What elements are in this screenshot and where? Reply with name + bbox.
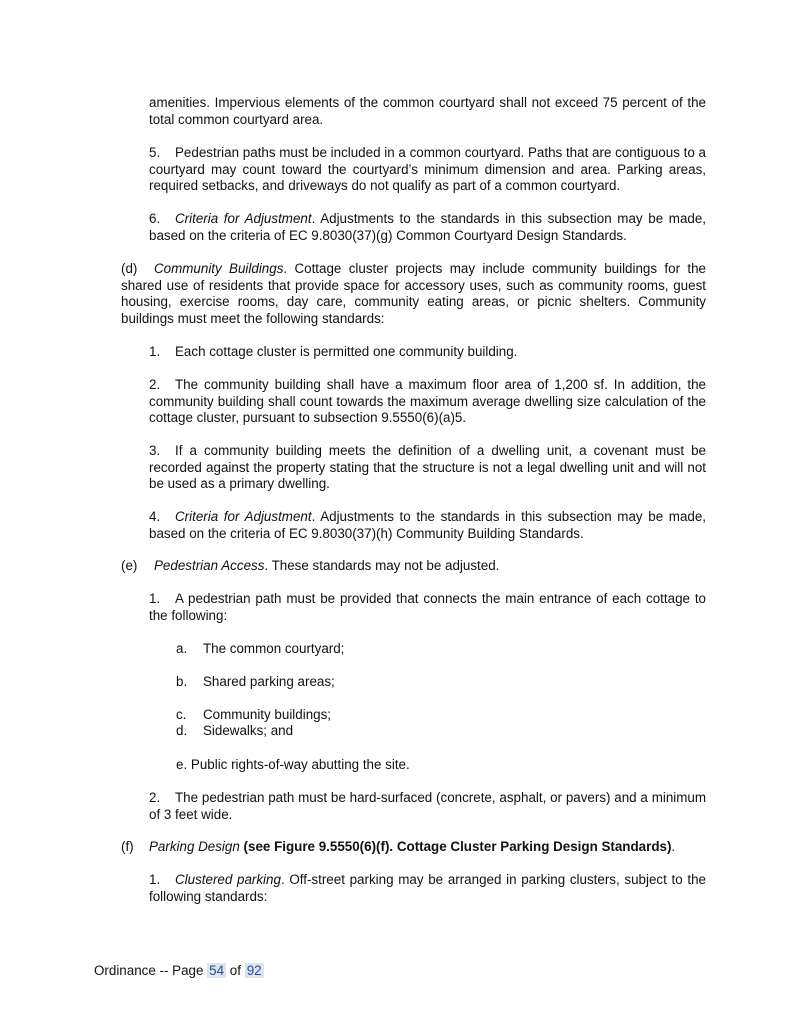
- courtyard-item-6: 6. Criteria for Adjustment. Adjustments to the standards in this subsection may be made, based on the criteria of EC 9.8030(37)(g) Common Courtyard Design Standards.: [149, 211, 707, 243]
- pedestrian-item-1: 1. A pedestrian path must be provided that connects the main entrance of each cottage to the following:: [149, 591, 706, 623]
- community-item-1: 1. Each cottage cluster is permitted one community building.: [149, 344, 518, 359]
- parking-item-1: 1. Clustered parking. Off-street parking may be arranged in parking clusters, subject to the following standards:: [149, 872, 707, 904]
- section-d-community-buildings: (d) Community Buildings. Cottage cluster projects may include community buildings for the shared use of residents that provide space for accessory uses, such as community rooms, guest housing, exercise rooms, day care, community eating areas, or picnic shelters. Community buildings must meet the following standards:: [121, 261, 706, 326]
- page-total: 92: [246, 963, 262, 978]
- section-f-parking-design: (f) Parking Design (see Figure 9.5550(6)(f). Cottage Cluster Parking Design Standards).: [121, 839, 676, 854]
- community-item-3: 3. If a community building meets the definition of a dwelling unit, a covenant must be recorded against the property stating that the structure is not a legal dwelling unit and will not be used as a primary dwelling.: [149, 443, 706, 491]
- pedestrian-subitem-e: e. Public rights-of-way abutting the site.: [176, 757, 410, 772]
- community-item-4: 4. Criteria for Adjustment. Adjustments to the standards in this subsection may be made, based on the criteria of EC 9.8030(37)(h) Community Building Standards.: [149, 509, 707, 541]
- courtyard-item-5: 5. Pedestrian paths must be included in a common courtyard. Paths that are contiguous to a courtyard may count toward the courtyard’s minimum dimension and area. Parking areas, required setbacks, and driveways do not qualify as part of a common courtyard.: [149, 145, 706, 193]
- pedestrian-subitem-c: c. Community buildings;: [176, 707, 332, 722]
- page-number: 54: [209, 963, 225, 978]
- pedestrian-subitem-d: d. Sidewalks; and: [176, 723, 294, 738]
- section-e-pedestrian-access: (e) Pedestrian Access. These standards may not be adjusted.: [121, 558, 500, 573]
- community-item-2: 2. The community building shall have a maximum floor area of 1,200 sf. In addition, the community building shall count towards the maximum average dwelling size calculation of the cottage cluster, pursuant to subsection 9.5550(6)(a)5.: [149, 377, 706, 425]
- page-footer: [94, 963, 264, 980]
- pedestrian-subitem-a: a. The common courtyard;: [176, 641, 345, 656]
- pedestrian-subitem-b: b. Shared parking areas;: [176, 674, 335, 689]
- intro-paragraph: amenities. Impervious elements of the common courtyard shall not exceed 75 percent of the total common courtyard area.: [149, 95, 706, 127]
- footer-of: of: [229, 963, 241, 978]
- footer-label: Ordinance -- Page: [94, 963, 204, 978]
- pedestrian-item-2: 2. The pedestrian path must be hard-surfaced (concrete, asphalt, or pavers) and a minimum of 3 feet wide.: [149, 790, 706, 822]
